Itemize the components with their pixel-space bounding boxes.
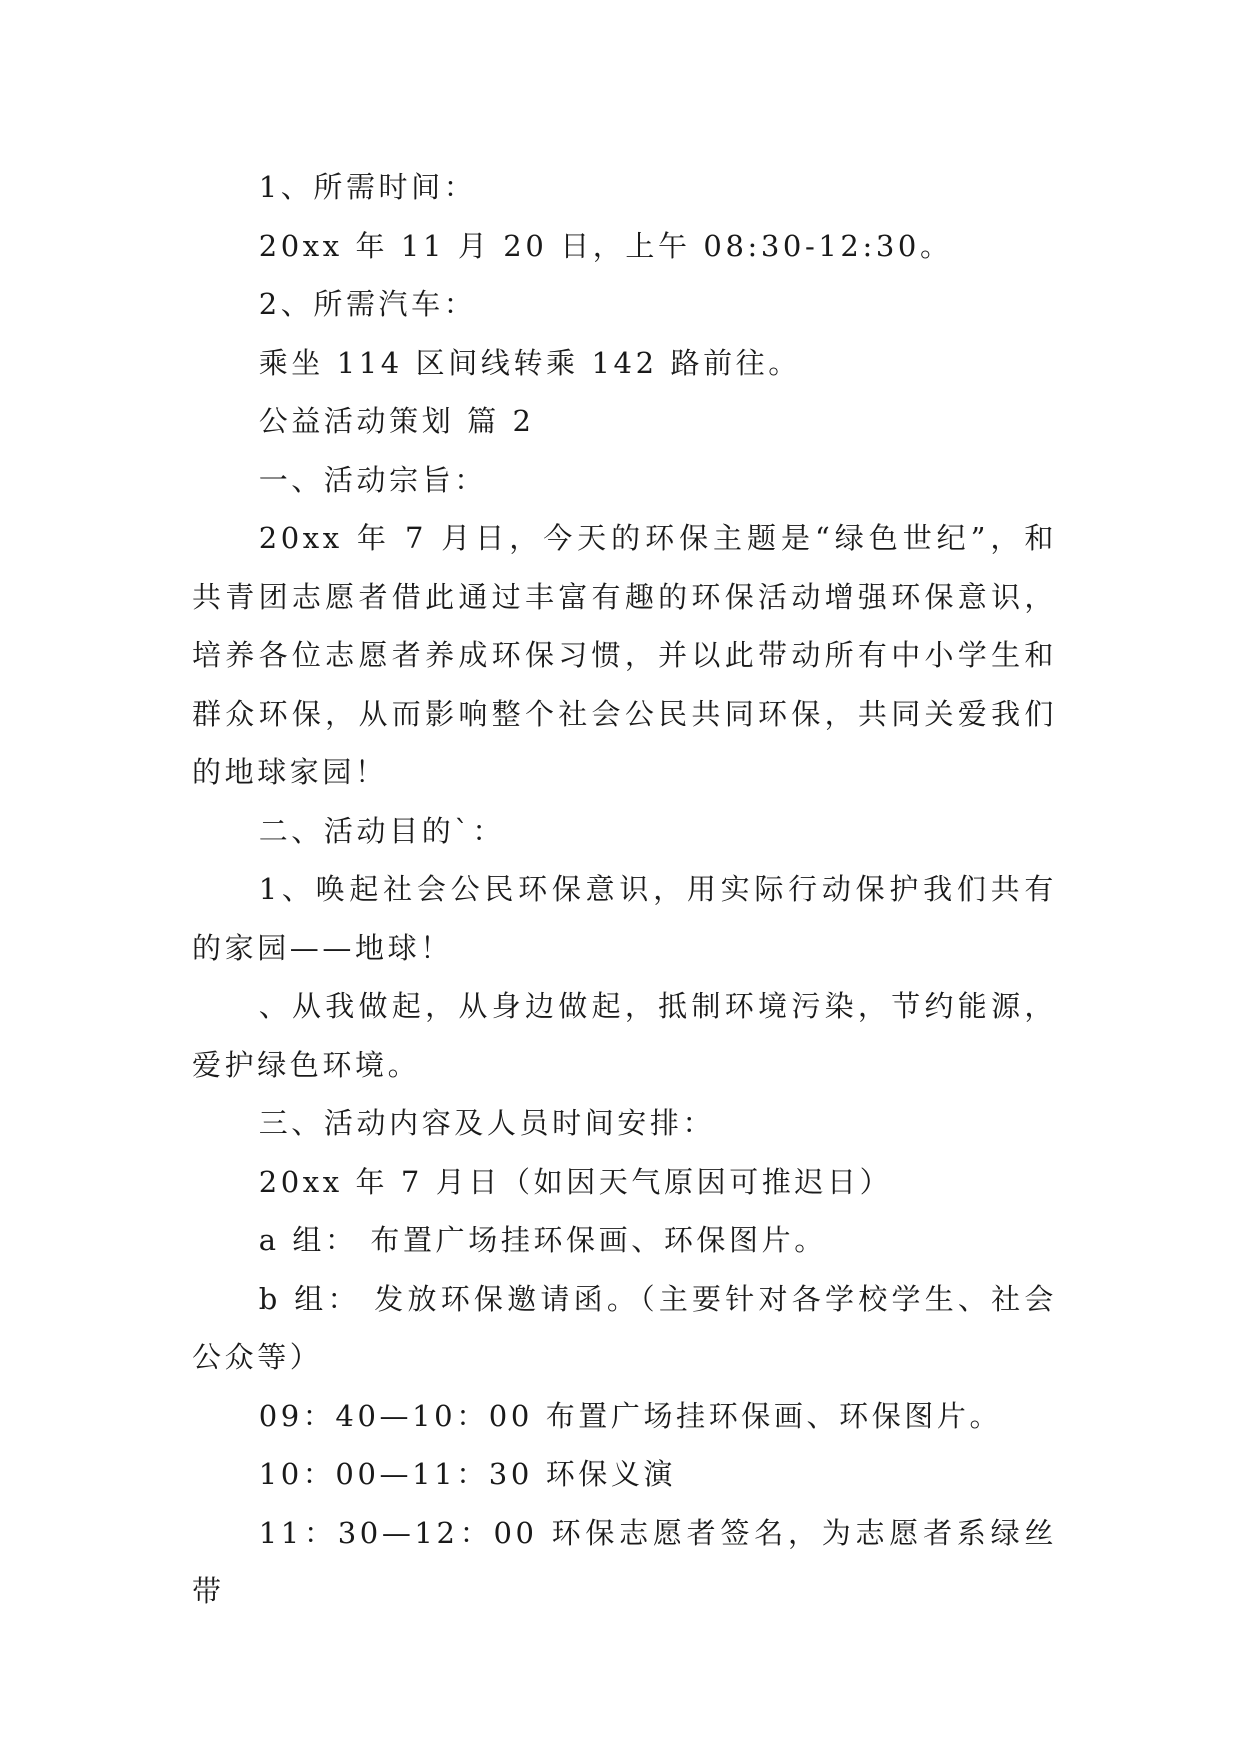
schedule-item-3: 11：30—12：00 环保志愿者签名，为志愿者系绿丝带 xyxy=(192,1515,1057,1608)
schedule-date: 20xx 年 7 月日（如因天气原因可推迟日） xyxy=(258,1164,893,1199)
group-a: a 组： 布置广场挂环保画、环保图片。 xyxy=(258,1223,827,1257)
schedule-item-2: 10：00—11：30 环保义演 xyxy=(258,1457,677,1491)
schedule-heading: 三、活动内容及人员时间安排： xyxy=(258,1106,716,1140)
goal-item-2: 、从我做起，从身边做起，抵制环境污染，节约能源，爱护绿色环境。 xyxy=(192,989,1057,1082)
section-title: 公益活动策划 篇 2 xyxy=(258,404,535,438)
time-heading: 1、所需时间： xyxy=(258,170,477,204)
schedule-item-1: 09：40—10：00 布置广场挂环保画、环保图片。 xyxy=(258,1398,1003,1433)
goal-heading: 二、活动目的`： xyxy=(258,813,505,848)
time-detail: 20xx 年 11 月 20 日，上午 08:30-12:30。 xyxy=(258,228,953,263)
purpose-heading: 一、活动宗旨： xyxy=(258,462,487,497)
purpose-text: 20xx 年 7 月日，今天的环保主题是“绿色世纪”，和共青团志愿者借此通过丰富有趣的环保活动增强环保意识，培养各位志愿者养成环保习惯，并以此带动所有中小学生和群众环保，从而影响整个社会公民共同环保，共同关爱我们的地球家园！ xyxy=(192,521,1057,789)
group-b: b 组： 发放环保邀请函。（主要针对各学校学生、社会公众等） xyxy=(192,1281,1057,1374)
document-body xyxy=(192,158,1057,1621)
goal-item-1: 1、唤起社会公民环保意识，用实际行动保护我们共有的家园——地球！ xyxy=(192,872,1057,965)
vehicle-detail: 乘坐 114 区间线转乘 142 路前往。 xyxy=(258,345,801,380)
vehicle-heading: 2、所需汽车： xyxy=(258,287,477,321)
